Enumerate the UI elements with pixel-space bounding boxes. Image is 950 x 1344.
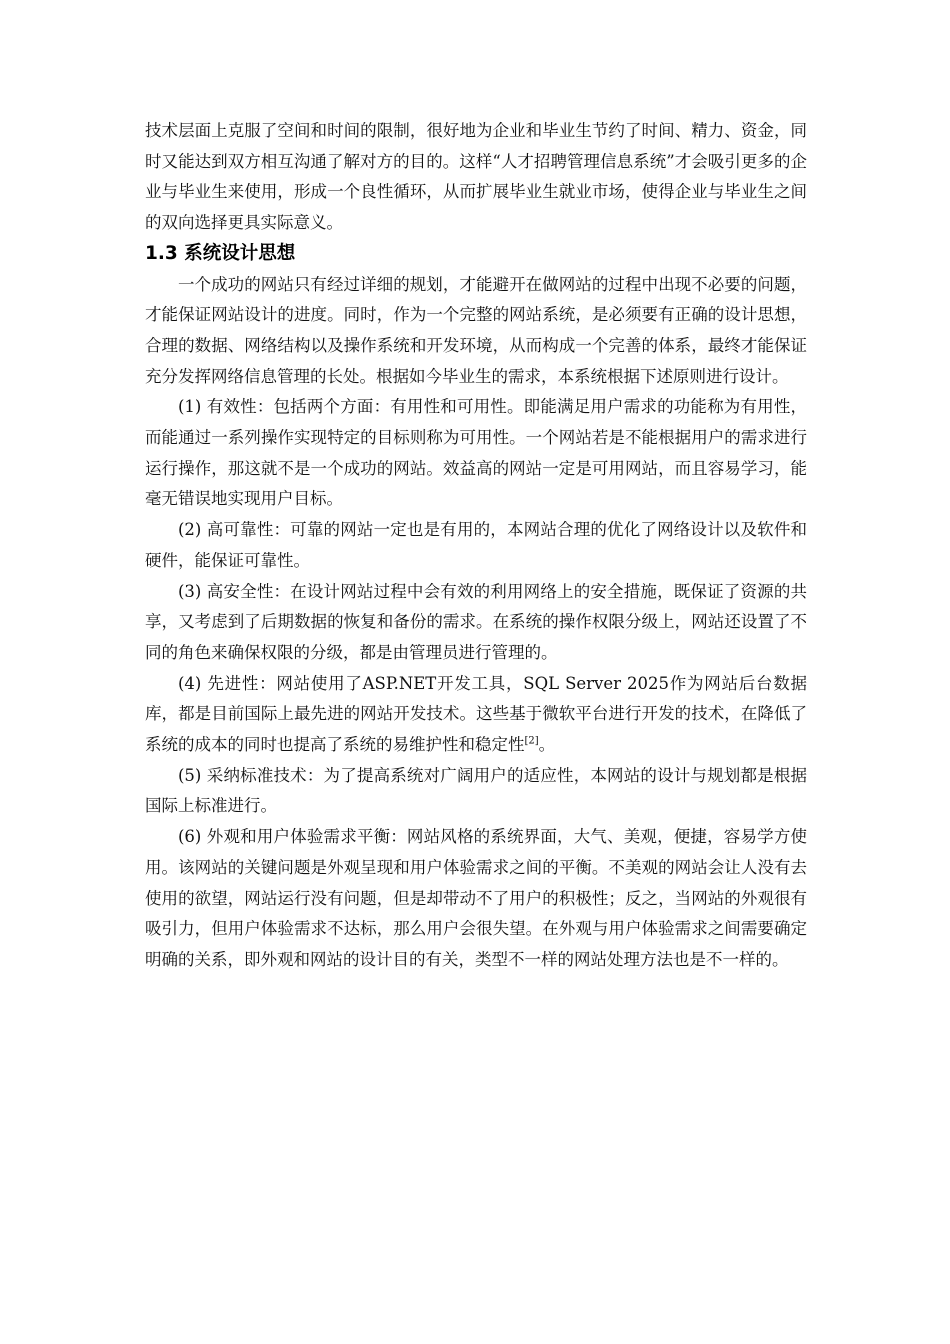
intro-paragraph: 一个成功的网站只有经过详细的规划，才能避开在做网站的过程中出现不必要的问题，才能保证网站设计的进度。同时，作为一个完整的网站系统，是必须要有正确的设计思想，合理的数据、网络结构以及操作系统和开发环境，从而构成一个完善的体系，最终才能保证充分发挥网络信息管理的长处。根据如今毕业生的需求，本系统根据下述原则进行设计。 xyxy=(145,274,807,386)
principle-paragraph-4 xyxy=(145,669,807,761)
document-page xyxy=(145,116,807,976)
section-heading xyxy=(145,239,807,270)
principle-paragraph-3: (3) 高安全性：在设计网站过程中会有效的利用网络上的安全措施，既保证了资源的共享，又考虑到了后期数据的恢复和备份的需求。在系统的操作权限分级上，网站还设置了不同的角色来确保权限的分级，都是由管理员进行管理的。 xyxy=(145,581,807,662)
principle-paragraph-5: (5) 采纳标准技术：为了提高系统对广阔用户的适应性，本网站的设计与规划都是根据国际上标准进行。 xyxy=(145,765,807,816)
principle-paragraph-1: (1) 有效性：包括两个方面：有用性和可用性。即能满足用户需求的功能称为有用性，而能通过一系列操作实现特定的目标则称为可用性。一个网站若是不能根据用户的需求进行运行操作，那这就不是一个成功的网站。效益高的网站一定是可用网站，而且容易学习，能毫无错误地实现用户目标。 xyxy=(145,397,807,509)
principle-paragraph-6: (6) 外观和用户体验需求平衡：网站风格的系统界面，大气、美观，便捷，容易学方使用。该网站的关键问题是外观呈现和用户体验需求之间的平衡。不美观的网站会让人没有去使用的欲望，网站运行没有问题，但是却带动不了用户的积极性；反之，当网站的外观很有吸引力，但用户体验需求不达标，那么用户会很失望。在外观与用户体验需求之间需要确定明确的关系，即外观和网站的设计目的有关，类型不一样的网站处理方法也是不一样的。 xyxy=(145,827,807,969)
section-title: 系统设计思想 xyxy=(184,242,296,264)
principle-4-text: (4) 先进性：网站使用了ASP.NET开发工具，SQL Server 2025作为网站后台数据库，都是目前国际上最先进的网站开发技术。这些基于微软平台进行开发的技术，在降低了系统的成本的同时也提高了系统的易维护性和稳定性 xyxy=(145,673,807,755)
citation-reference: [2] xyxy=(524,735,539,747)
principle-4-tail: 。 xyxy=(538,735,556,755)
principle-paragraph-2: (2) 高可靠性：可靠的网站一定也是有用的，本网站合理的优化了网络设计以及软件和硬件，能保证可靠性。 xyxy=(145,520,807,570)
continuation-paragraph: 技术层面上克服了空间和时间的限制，很好地为企业和毕业生节约了时间、精力、资金，同时又能达到双方相互沟通了解对方的目的。这样“人才招聘管理信息系统”才会吸引更多的企业与毕业生来使用，形成一个良性循环，从而扩展毕业生就业市场，使得企业与毕业生之间的双向选择更具实际意义。 xyxy=(145,121,807,233)
section-number: 1.3 xyxy=(145,242,178,264)
